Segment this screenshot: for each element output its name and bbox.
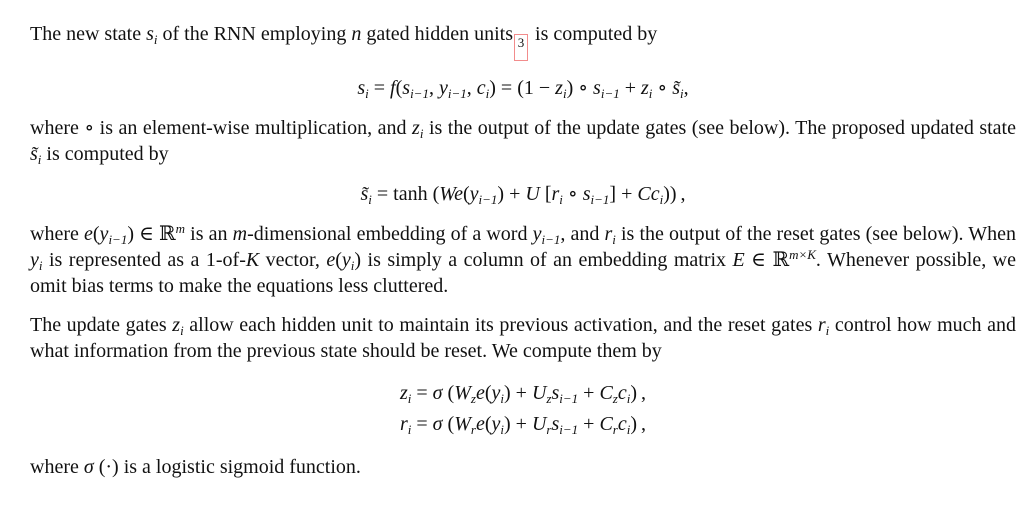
math-run: W [454,413,471,435]
math-run: C [599,382,613,404]
text-run: The update gates [30,314,173,336]
math-run: y [491,413,501,435]
text-run: of the RNN employing [157,23,352,45]
text-run: ) , [630,413,647,435]
paragraph-embedding [30,221,1016,299]
text-run: , [466,77,477,99]
text-run: control how much and what information from the previous state should be reset. We compute them by [30,314,1017,362]
math-run: Cc [637,183,660,205]
math-run: i [825,323,830,338]
math-run: s̃ [30,143,38,165]
math-run: s [582,183,591,205]
equation-reset-gate [400,409,646,440]
text-run: vector, [259,249,327,271]
text-run: = tanh ( [371,183,440,205]
equation-gates-stack [400,378,646,440]
text-run: , and [560,223,605,245]
math-run: We [439,183,463,205]
math-run: i [500,422,505,437]
math-run: i [562,86,567,101]
text-run: is the output of the reset gates (see below). When [615,223,1016,245]
text-run: ) + [504,413,532,435]
math-run: i−1 [590,192,610,207]
math-run: i−1 [410,86,429,101]
math-run: c [617,413,627,435]
math-run: e [83,223,93,245]
math-run: i−1 [478,192,498,207]
math-run: z [555,77,563,99]
math-run: s̃ [672,77,681,99]
text-run: , [428,77,439,99]
math-run: y [99,223,109,245]
text-run: where [30,223,84,245]
math-run: U [531,413,547,435]
math-run: i [153,32,158,47]
math-run: z [641,77,649,99]
math-run: i [612,232,616,247]
math-run: i [485,86,490,101]
text-run: ( [92,223,100,245]
math-run: m [175,221,186,236]
equation-candidate-state [30,181,1016,207]
paragraph-new-state [30,21,1016,61]
math-run: i [659,192,664,207]
math-run: s [146,23,154,45]
text-run: ( [395,77,403,99]
math-run: E [732,249,745,271]
math-run: s [551,413,560,435]
text-run: , [683,77,689,99]
math-run: c [617,382,627,404]
math-run: z [172,314,181,336]
math-run: σ [83,456,94,478]
math-run: r [470,422,476,437]
math-run: i [626,422,631,437]
text-run: ) + [504,382,532,404]
text-run: ∘ [562,183,583,205]
text-run: gated hidden units [361,23,514,45]
text-run: . Whenever possible, we omit bias terms to make the equations less cluttered. [30,249,1016,297]
math-run: r [551,183,560,205]
text-run: [ [539,183,552,205]
math-run: i−1 [600,86,620,101]
text-run: ( [484,413,492,435]
math-run: i−1 [559,422,579,437]
math-run: y [30,249,39,271]
text-run: ) is simply a column of an embedding matrix [354,249,733,271]
math-run: i−1 [108,232,128,247]
math-run: r [399,413,408,435]
math-run: i [419,126,424,141]
text-run: ) + [497,183,526,205]
text-run: )) , [663,183,686,205]
text-run: ] + [609,183,638,205]
math-run: W [454,382,471,404]
text-run: allow each hidden unit to maintain its previous activation, and the reset gates [183,314,818,336]
math-run: i [38,258,43,273]
math-run: n [351,23,362,45]
math-run: z [546,391,552,406]
math-run: f [390,77,396,99]
text-run: The new state [30,23,147,45]
text-run: ∘ [652,77,673,99]
math-run: e [475,382,485,404]
text-column [30,21,1016,480]
text-run: ( [335,249,342,271]
text-run: ) , [630,382,647,404]
text-run: is computed by [530,23,658,45]
math-run: U [531,382,547,404]
text-run: where ∘ is an element-wise multiplication, and [30,117,413,139]
math-run: i [368,192,372,207]
text-run: ( [484,382,492,404]
text-run: + [619,77,641,99]
math-run: r [546,422,552,437]
math-run: z [399,382,408,404]
text-run: ∈ ℝ [744,249,790,271]
math-run: i [500,391,505,406]
math-run: i−1 [541,232,561,247]
text-run: ) ∘ [566,77,594,99]
math-run: i [37,152,42,167]
math-run: r [612,422,618,437]
equation-state-update [30,75,1016,101]
footnote-number: 3 [517,35,525,50]
text-run: ( [442,413,455,435]
footnote-link-box[interactable] [514,34,528,61]
math-run: m [232,223,248,245]
text-run: ) = (1 − [489,77,556,99]
math-run: i [365,86,369,101]
math-run: s [593,77,601,99]
text-run: = [411,382,433,404]
math-run: i [407,422,412,437]
text-run: is computed by [41,143,169,165]
math-run: s̃ [360,183,369,205]
math-run: i [559,192,563,207]
math-run: K [245,249,260,271]
math-run: r [604,223,613,245]
text-run: = [368,77,391,99]
math-run: z [412,117,420,139]
text-run: ( [442,382,455,404]
math-run: σ [432,413,443,435]
text-run: = [411,413,433,435]
math-run: y [491,382,501,404]
text-run: is represented as a 1-of- [42,249,246,271]
equation-update-gate [400,378,646,409]
text-run: -dimensional embedding of a word [247,223,533,245]
math-run: y [341,249,351,271]
text-run: ( [462,183,470,205]
text-run: (·) is a logistic sigmoid function. [93,456,361,478]
math-run: s [551,382,560,404]
math-run: σ [432,382,443,404]
math-run: s [402,77,411,99]
math-run: i−1 [559,391,579,406]
math-run: i [407,391,412,406]
math-run: m×K [789,247,816,262]
math-run: i [648,86,653,101]
paragraph-elementwise [30,115,1016,167]
math-run: i [680,86,684,101]
paragraph-gates-intro [30,312,1016,364]
math-run: e [326,249,336,271]
math-run: c [476,77,486,99]
text-run: where [30,456,84,478]
math-run: y [438,77,448,99]
text-run: + [578,382,600,404]
equation-gates-group [30,378,1016,440]
text-run: is the output of the update gates (see below). The proposed updated state [423,117,1016,139]
math-run: i [180,323,184,338]
text-run: + [578,413,600,435]
math-run: z [470,391,476,406]
text-run: ) ∈ ℝ [127,223,176,245]
math-run: e [475,413,485,435]
math-run: r [817,314,826,336]
math-run: s [357,77,366,99]
math-run: z [612,391,618,406]
math-run: y [532,223,542,245]
math-run: C [599,413,613,435]
paragraph-sigmoid [30,454,1016,480]
math-run: U [525,183,540,205]
math-run: y [469,183,479,205]
math-run: i [350,258,355,273]
math-run: i−1 [447,86,467,101]
text-run: is an [185,223,233,245]
math-run: i [626,391,631,406]
